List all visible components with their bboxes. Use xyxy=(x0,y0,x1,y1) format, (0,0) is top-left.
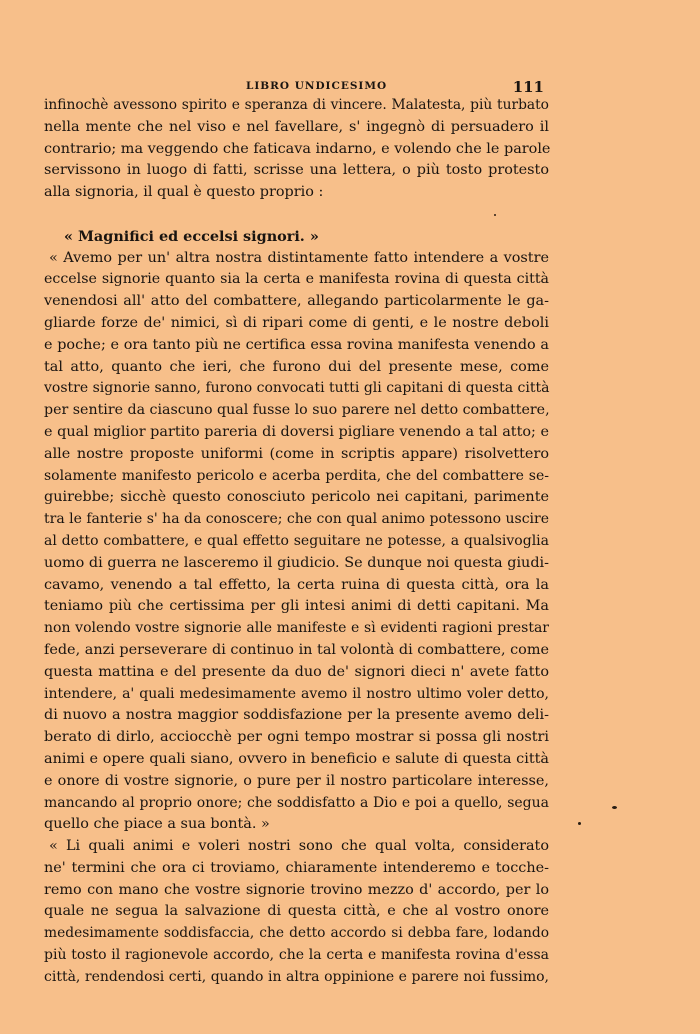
text-line: tal atto, quanto che ieri, che furono dui del presente mese, come xyxy=(44,358,549,375)
paper-speck xyxy=(578,822,581,825)
text-line: teniamo più che certissima per gli intesi animi di detti capitani. Ma xyxy=(44,598,549,615)
text-line: più tosto il ragionevole accordo, che la certa e manifesta rovina d'essa xyxy=(44,947,549,964)
text-line: gliarde forze de' nimici, sì di ripari come di genti, e le nostre deboli xyxy=(44,314,549,331)
text-line: berato di dirlo, acciocchè per ogni tempo mostrar si possa gli nostri xyxy=(44,729,549,746)
text-line: ne' termini che ora ci troviamo, chiaramente intenderemo e tocche- xyxy=(44,859,549,876)
text-line: quello che piace a sua bontà. » xyxy=(44,816,270,833)
paper-speck xyxy=(612,806,617,809)
text-line: di nuovo a nostra maggior soddisfazione per la presente avemo deli- xyxy=(44,707,549,724)
text-line: alla signoria, il qual è questo proprio : xyxy=(44,184,324,201)
body-text xyxy=(44,95,549,989)
running-head: LIBRO UNDICESIMO xyxy=(246,80,388,92)
text-line: medesimamente soddisfaccia, che detto accordo si debba fare, lodando xyxy=(44,925,549,942)
text-line: guirebbe; sicchè questo conosciuto pericolo nei capitani, parimente xyxy=(44,489,549,506)
text-line: venendosi all' atto del combattere, allegando particolarmente le ga- xyxy=(44,293,549,310)
text-line: non volendo vostre signorie alle manifeste e sì evidenti ragioni prestar xyxy=(44,620,549,637)
text-line: infinochè avessono spirito e speranza di vincere. Malatesta, più turbato xyxy=(44,97,549,113)
blank-line xyxy=(44,204,549,226)
text-line: e poche; e ora tanto più ne certifica essa rovina manifesta venendo a xyxy=(44,336,549,353)
text-line: remo con mano che vostre signorie trovino mezzo d' accordo, per lo xyxy=(44,881,549,898)
text-line: eccelse signorie quanto sia la certa e manifesta rovina di questa città xyxy=(44,271,549,288)
text-line: intendere, a' quali medesimamente avemo il nostro ultimo voler detto, xyxy=(44,685,549,702)
text-line: al detto combattere, e qual effetto seguitare ne potesse, a qualsivoglia xyxy=(44,532,549,549)
text-line: città, rendendosi certi, quando in altra oppinione e parere noi fussimo, xyxy=(44,968,549,985)
text-line: cavamo, venendo a tal effetto, la certa ruina di questa città, ora la xyxy=(44,576,549,593)
text-line: solamente manifesto pericolo e acerba perdita, che del combattere se- xyxy=(44,467,549,484)
page-number: 111 xyxy=(512,78,544,96)
text-line: « Li quali animi e voleri nostri sono che qual volta, considerato xyxy=(49,838,549,855)
letter-salutation: « Magnifici ed eccelsi signori. » xyxy=(64,227,319,245)
text-line: alle nostre proposte uniformi (come in scriptis appare) risolvettero xyxy=(44,445,549,462)
text-line: uomo di guerra ne lasceremo il giudicio. Se dunque noi questa giudi- xyxy=(44,554,549,571)
text-line: questa mattina e del presente da duo de' signori dieci n' avete fatto xyxy=(44,663,549,680)
text-line: fede, anzi perseverare di continuo in tal volontà di combattere, come xyxy=(44,641,549,658)
text-line: tra le fanterie s' ha da conoscere; che con qual animo potessono uscire xyxy=(44,511,549,528)
text-line: quale ne segua la salvazione di questa città, e che al vostro onore xyxy=(44,903,549,920)
text-line: mancando al proprio onore; che soddisfatto a Dio e poi a quello, segua xyxy=(44,794,549,811)
text-line: e onore di vostre signorie, o pure per il nostro particolare interesse, xyxy=(44,772,549,789)
text-line: nella mente che nel viso e nel favellare, s' ingegnò di persuadero il xyxy=(44,118,549,135)
text-line: per sentire da ciascuno qual fusse lo suo parere nel detto combattere, xyxy=(44,402,550,419)
text-line: « Avemo per un' altra nostra distintamente fatto intendere a vostre xyxy=(49,249,549,266)
paper-speck xyxy=(494,214,496,216)
text-line: contrario; ma veggendo che faticava indarno, e volendo che le parole xyxy=(44,140,551,157)
text-line: animi e opere quali siano, ovvero in beneficio e salute di questa città xyxy=(44,750,549,767)
text-line: vostre signorie sanno, furono convocati tutti gli capitani di questa città xyxy=(44,380,550,397)
text-line: e qual miglior partito pareria di doversi pigliare venendo a tal atto; e xyxy=(44,423,549,440)
text-line: servissono in luogo di fatti, scrisse una lettera, o più tosto protesto xyxy=(44,162,549,179)
